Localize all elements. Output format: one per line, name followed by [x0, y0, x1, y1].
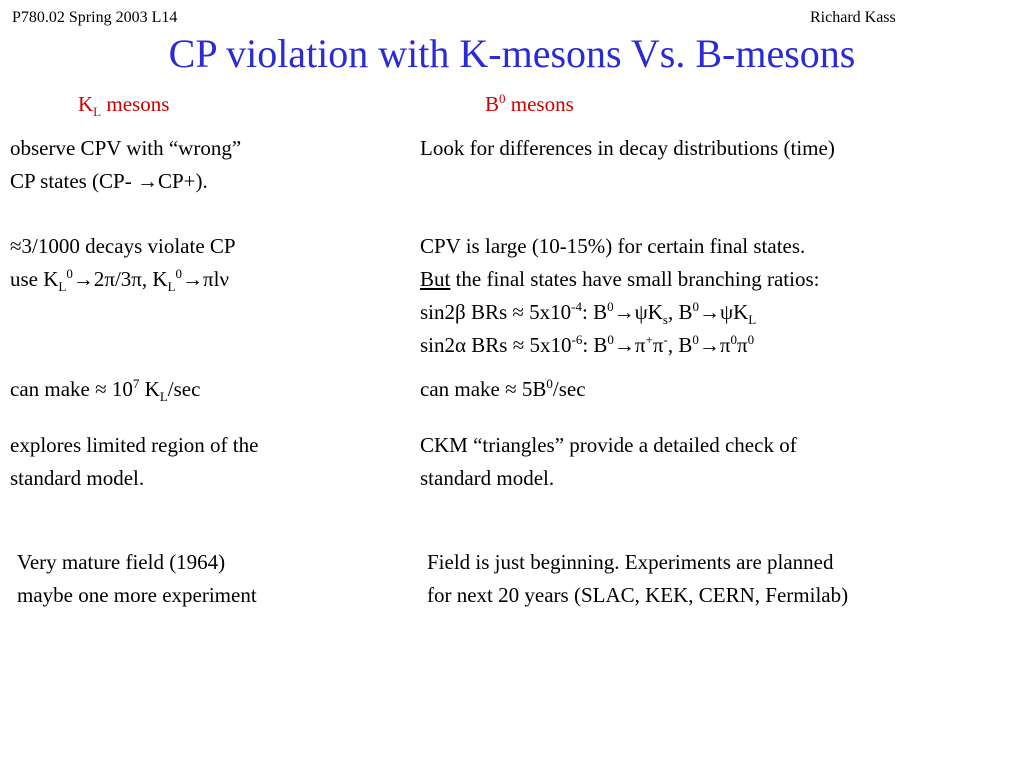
- left-column-heading: [78, 91, 169, 117]
- right-row2-line4: sin2α BRs ≈ $5x10^{-6}$: $B^0\to\pi^+\pi^-$, $B^0\to\pi^0\pi^0$: [420, 332, 755, 357]
- left-row2: [10, 230, 236, 296]
- right-row4-line2: standard model.: [420, 466, 555, 490]
- left-row5: [17, 546, 257, 612]
- left-heading-rest: mesons: [101, 92, 170, 116]
- left-row5-line2: maybe one more experiment: [17, 583, 257, 607]
- but-underlined: But: [420, 267, 451, 291]
- right-row4-line1: CKM “triangles” provide a detailed check of: [420, 433, 797, 457]
- right-row4: [420, 429, 797, 495]
- course-label: P780.02 Spring 2003 L14: [12, 9, 178, 26]
- slide-title: CP violation with K-mesons Vs. B-mesons: [168, 31, 856, 76]
- right-row3: can make ≈ $5B^0/\sec$: [420, 376, 586, 401]
- right-row5-line2: for next 20 years (SLAC, KEK, CERN, Fermilab): [427, 583, 849, 607]
- right-row2-line2: But the final states have small branching ratios:: [420, 267, 820, 291]
- right-row1: [420, 132, 835, 165]
- right-heading-rest: mesons: [505, 92, 574, 116]
- left-row5-line1: Very mature field (1964): [17, 550, 226, 574]
- left-row3: can make ≈ $10^7$ $K_L/\sec$: [10, 376, 201, 404]
- right-row1-line1: Look for differences in decay distributions (time): [420, 136, 835, 160]
- right-heading-base: B: [485, 92, 500, 116]
- right-row2-line3: sin2β BRs ≈ $5x10^{-4}$: $B^0\to\psi K_s$, $B^0\to\psi K_L$: [420, 299, 757, 327]
- left-row1-line2: CP states (CP- →CP+).: [10, 169, 208, 193]
- left-row1: [10, 132, 241, 198]
- right-row2: [420, 230, 819, 362]
- right-row2-line1: CPV is large (10-15%) for certain final states.: [420, 234, 806, 258]
- right-column-heading: [485, 91, 574, 117]
- author-label: Richard Kass: [810, 9, 896, 26]
- right-row5: [427, 546, 848, 612]
- left-row2-line2: use $K_L^0\to 2\pi/3\pi$, $K_L^0\to\pi l\nu$: [10, 266, 229, 294]
- left-heading-base: K: [78, 92, 94, 116]
- right-heading-sup: 0: [499, 91, 506, 106]
- left-row4: [10, 429, 258, 495]
- left-row4-line2: standard model.: [10, 466, 145, 490]
- right-row5-line1: Field is just beginning. Experiments are planned: [427, 550, 834, 574]
- left-row2-line1: ≈3/1000 decays violate CP: [10, 234, 236, 258]
- left-row4-line1: explores limited region of the: [10, 433, 259, 457]
- left-row1-line1: observe CPV with “wrong”: [10, 136, 242, 160]
- left-heading-sub: L: [93, 104, 102, 119]
